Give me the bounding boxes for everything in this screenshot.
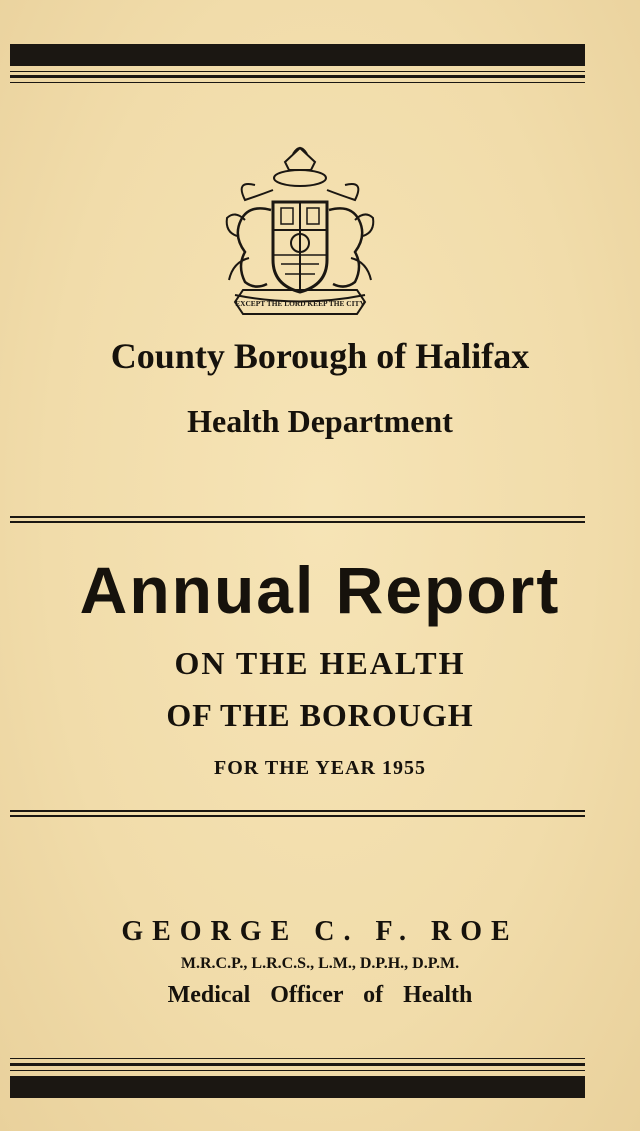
borough-title: County Borough of Halifax [110,336,530,376]
lower-divider-1 [10,810,585,812]
top-band [10,44,585,66]
bottom-band [10,1076,585,1098]
report-subtitle-1: ON THE HEALTH [174,645,466,681]
report-year: FOR THE YEAR 1955 [213,757,427,779]
department-title: Health Department [187,403,453,439]
lower-divider-2 [10,815,585,817]
author-qualifications: M.R.C.P., L.R.C.S., L.M., D.P.H., D.P.M. [180,955,460,972]
crest-motto: EXCEPT THE LORD KEEP THE CITY [235,299,365,308]
bottom-rule-1 [10,1058,585,1059]
upper-divider-2 [10,521,585,523]
bottom-rule-3 [10,1070,585,1071]
bottom-rule-2 [10,1063,585,1066]
top-rule-3 [10,82,585,83]
report-title: Annual Report [79,553,561,627]
top-rule-1 [10,71,585,72]
coat-of-arms-icon [215,140,385,325]
top-rule-2 [10,75,585,78]
author-name: GEORGE C. F. ROE [121,916,519,947]
upper-divider-1 [10,516,585,518]
report-subtitle-2: OF THE BOROUGH [166,697,474,733]
author-role: Medical Officer of Health [167,982,473,1008]
